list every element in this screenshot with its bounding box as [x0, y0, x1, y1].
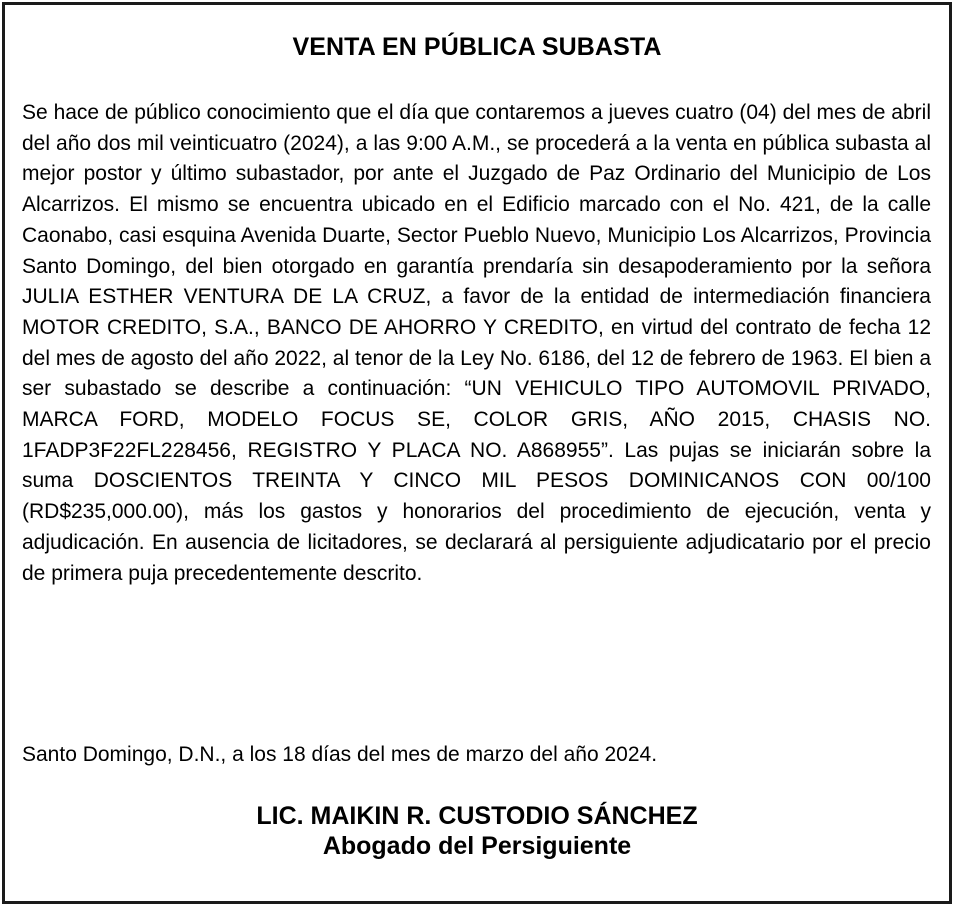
signatory-name: LIC. MAIKIN R. CUSTODIO SÁNCHEZ [256, 802, 698, 830]
legal-notice [2, 2, 952, 904]
signature-block [5, 801, 949, 861]
notice-title: VENTA EN PÚBLICA SUBASTA [292, 33, 662, 61]
notice-body: Se hace de público conocimiento que el día que contaremos a jueves cuatro (04) del mes de abril del año dos mil veinticuatro (2024), a las 9:00 A.M., se procederá a la venta en pública subasta al mejor postor y último subastador, por ante el Juzgado de Paz Ordinario del Municipio de Los Alcarrizos. El mismo se encuentra ubicado en el Edificio marcado con el No. 421, de la calle Caonabo, casi esquina Avenida Duarte, Sector Pueblo Nuevo, Municipio Los Alcarrizos, Provincia Santo Domingo, del bien otorgado en garantía prendaría sin desapoderamiento por la señora JULIA ESTHER VENTURA DE LA CRUZ, a favor de la entidad de intermediación financiera MOTOR CREDITO, S.A., BANCO DE AHORRO Y CREDITO, en virtud del contrato de fecha 12 del mes de agosto del año 2022, al tenor de la Ley No. 6186, del 12 de febrero de 1963. El bien a ser subastado se describe a continuación: “UN VEHICULO TIPO AUTOMOVIL PRIVADO, MARCA FORD, MODELO FOCUS SE, COLOR GRIS, AÑO 2015, CHASIS NO. 1FADP3F22FL228456, REGISTRO Y PLACA NO. A868955”. Las pujas se iniciarán sobre la suma DOSCIENTOS TREINTA Y CINCO MIL PESOS DOMINICANOS CON 00/100 (RD$235,000.00), más los gastos y honorarios del procedimiento de ejecución, venta y adjudicación. En ausencia de licitadores, se declarará al persiguiente adjudicatario por el precio de primera puja precedentemente descrito. [22, 101, 931, 585]
notice-closing-date: Santo Domingo, D.N., a los 18 días del mes de marzo del año 2024. [22, 743, 658, 766]
signatory-role: Abogado del Persiguiente [322, 832, 632, 860]
